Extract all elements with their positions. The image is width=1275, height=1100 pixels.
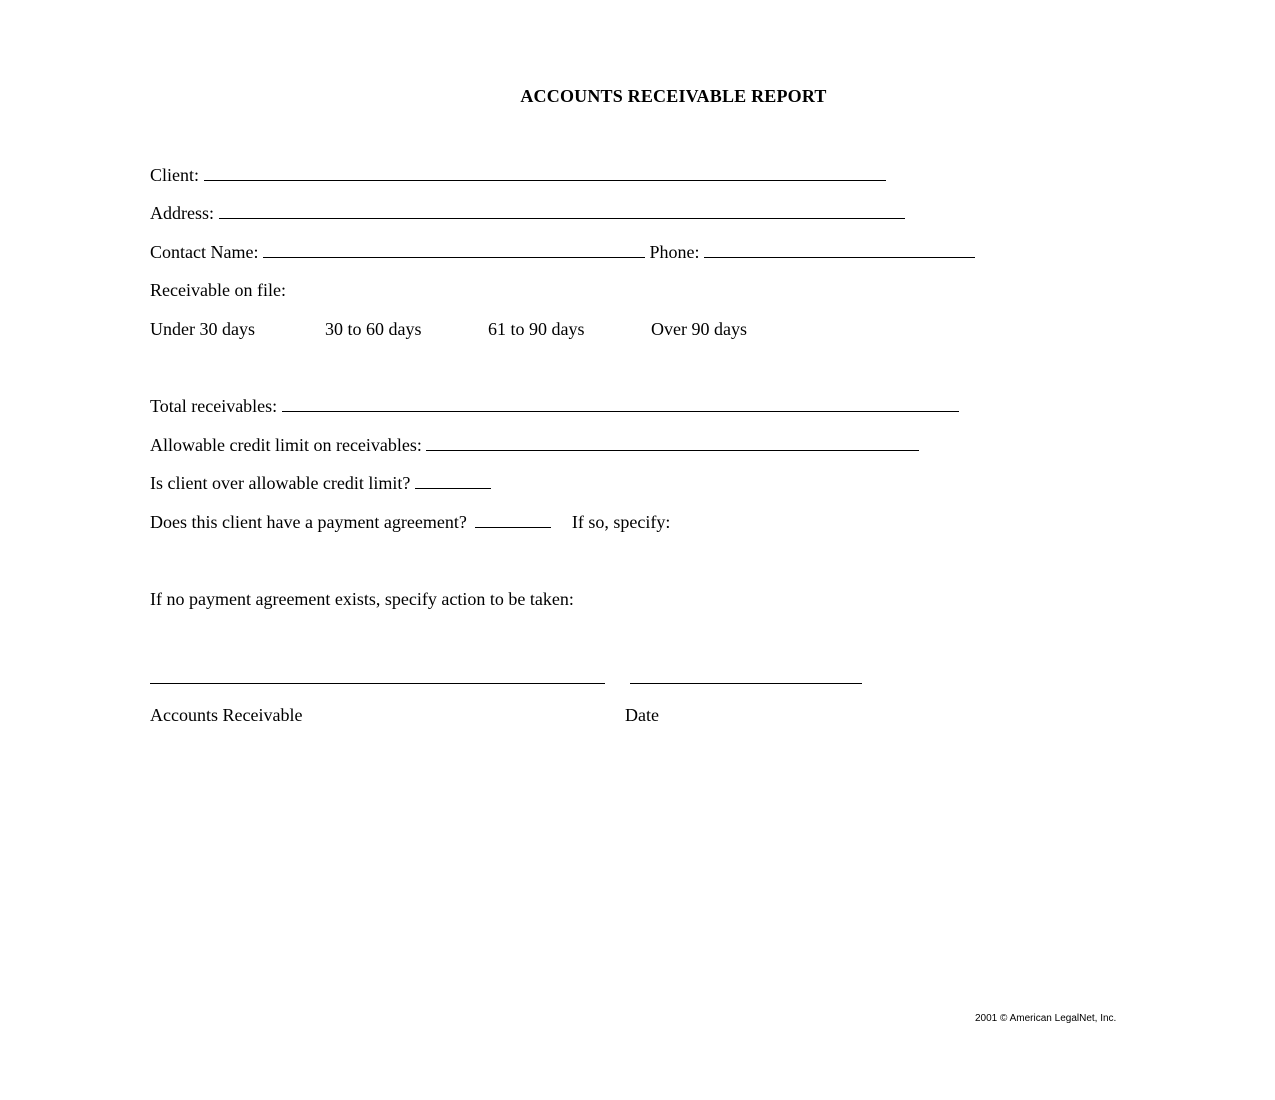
date-line[interactable] bbox=[630, 683, 862, 684]
aging-row bbox=[150, 318, 747, 340]
allowable-credit-field[interactable] bbox=[426, 434, 919, 451]
allowable-credit-row bbox=[150, 434, 919, 456]
aging-30-60: 30 to 60 days bbox=[325, 319, 422, 339]
payment-agreement-row bbox=[150, 511, 670, 533]
page-title: ACCOUNTS RECEIVABLE REPORT bbox=[520, 86, 827, 106]
aging-under-30: Under 30 days bbox=[150, 319, 255, 339]
payment-agreement-field[interactable] bbox=[475, 511, 551, 528]
over-limit-label: Is client over allowable credit limit? bbox=[150, 473, 411, 493]
client-field[interactable] bbox=[204, 164, 886, 181]
address-row bbox=[150, 202, 905, 224]
address-field[interactable] bbox=[219, 202, 905, 219]
no-agreement-label: If no payment agreement exists, specify action to be taken: bbox=[150, 589, 574, 609]
payment-agreement-label: Does this client have a payment agreement? bbox=[150, 512, 467, 532]
over-limit-row bbox=[150, 472, 491, 494]
client-row bbox=[150, 164, 886, 186]
accounts-receivable-label: Accounts Receivable bbox=[150, 705, 303, 725]
contact-name-field[interactable] bbox=[263, 241, 645, 258]
date-label: Date bbox=[625, 705, 659, 725]
if-so-label: If so, specify: bbox=[571, 512, 671, 532]
phone-field[interactable] bbox=[704, 241, 975, 258]
total-receivables-field[interactable] bbox=[282, 395, 959, 412]
aging-61-90: 61 to 90 days bbox=[488, 319, 585, 339]
signature-line[interactable] bbox=[150, 683, 605, 684]
contact-name-label: Contact Name: bbox=[150, 242, 259, 262]
address-label: Address: bbox=[150, 203, 214, 223]
over-limit-field[interactable] bbox=[415, 472, 491, 489]
allowable-credit-label: Allowable credit limit on receivables: bbox=[150, 435, 422, 455]
phone-label: Phone: bbox=[649, 242, 700, 262]
receivable-on-file-label: Receivable on file: bbox=[150, 280, 286, 300]
client-label: Client: bbox=[150, 165, 199, 185]
total-receivables-label: Total receivables: bbox=[150, 396, 278, 416]
contact-row bbox=[150, 241, 975, 263]
copyright-footer: 2001 © American LegalNet, Inc. bbox=[975, 1013, 1117, 1024]
aging-over-90: Over 90 days bbox=[651, 319, 747, 339]
total-receivables-row bbox=[150, 395, 959, 417]
